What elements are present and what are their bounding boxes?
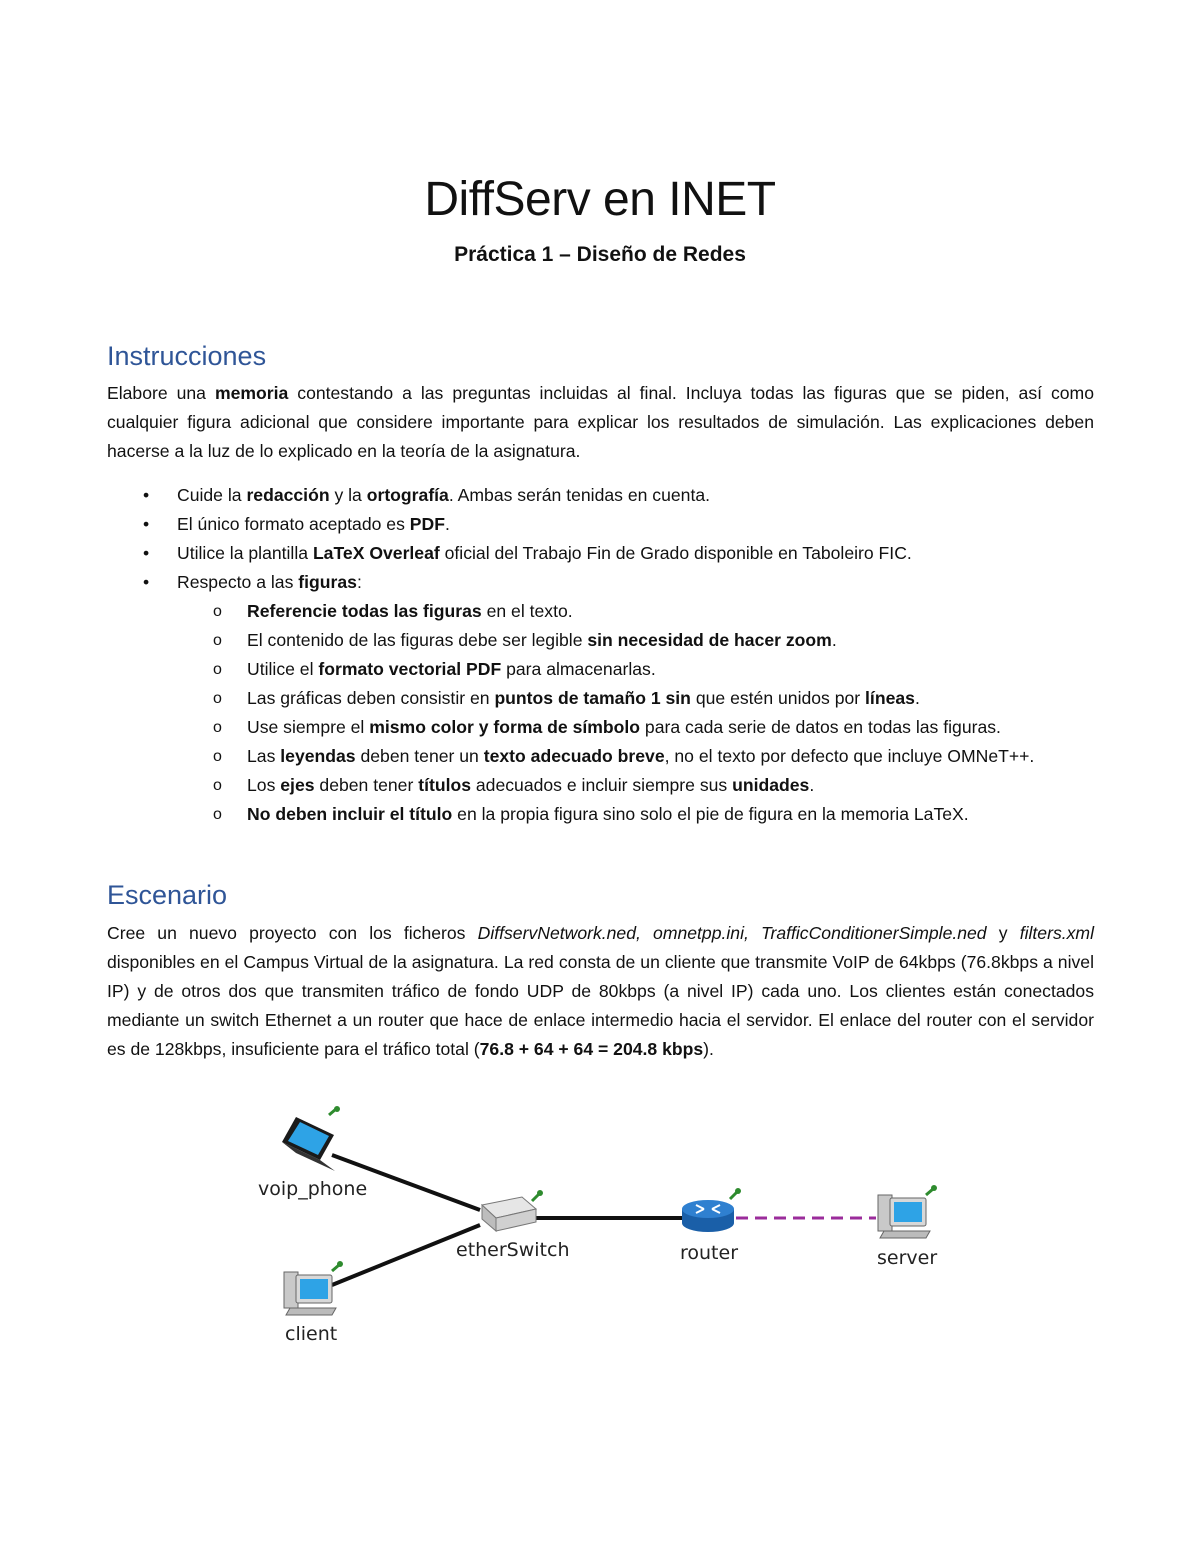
- text-run: deben tener: [314, 775, 419, 795]
- switch-icon: [482, 1190, 543, 1231]
- text-run-bold: LaTeX Overleaf: [312, 543, 440, 563]
- circle-bullet-icon: o: [213, 748, 222, 765]
- node-label-voip-phone: voip_phone: [258, 1178, 368, 1200]
- list-item: [107, 539, 1094, 568]
- text-run-bold: ejes: [280, 775, 315, 795]
- text-run-bold: No deben incluir el título: [247, 804, 453, 824]
- laptop-icon: [282, 1106, 340, 1171]
- text-run: El único formato aceptado es: [177, 514, 410, 534]
- text-run: disponibles en el Campus Virtual de la asignatura. La red consta de un cliente que transmite VoIP de 64kbps (76.8kbps a nivel IP) y de otros dos que transmiten tráfico de fondo UDP de 80kbps (a nivel IP) cada uno. Los clientes están conectados mediante un switch Ethernet a un router que hace de enlace intermedio hacia el servidor. El enlace del router con el servidor es de 128kbps, insuficiente para el tráfico total (: [107, 952, 1094, 1059]
- sub-list-item: [107, 742, 1094, 771]
- document-title: DiffServ en INET: [424, 173, 776, 226]
- text-run: .: [809, 775, 815, 795]
- section-heading-escenario: Escenario: [107, 880, 228, 910]
- circle-bullet-icon: o: [213, 806, 222, 823]
- text-run: . Ambas serán tenidas en cuenta.: [448, 485, 710, 505]
- sub-list-item: [107, 626, 1094, 655]
- section-heading-instrucciones: Instrucciones: [107, 341, 267, 371]
- text-run-bold: formato vectorial PDF: [318, 659, 502, 679]
- list-item: [107, 510, 1094, 539]
- text-run: Utilice la plantilla: [177, 543, 313, 563]
- text-run: contestando a las preguntas incluidas al final. Incluya todas las figuras que se piden, así como cualquier figura adicional que considere importante para explicar los resultados de simulación. Las explicaciones deben hacerse a la luz de lo explicado en la teoría de la asignatura.: [107, 383, 1094, 461]
- text-run: Respecto a las: [177, 572, 299, 592]
- text-run-bold: ortografía: [366, 485, 449, 505]
- text-run: .: [444, 514, 450, 534]
- text-run-bold: redacción: [246, 485, 330, 505]
- text-run: .: [914, 688, 920, 708]
- text-run: Elabore una: [107, 383, 215, 403]
- instrucciones-paragraph: [107, 379, 1094, 466]
- text-run: que estén unidos por: [690, 688, 866, 708]
- sub-list-item: [107, 771, 1094, 800]
- text-run: ).: [703, 1039, 714, 1059]
- text-run-italic: DiffservNetwork.ned, omnetpp.ini, TrafficConditionerSimple.ned: [477, 923, 987, 943]
- node-label-router: router: [680, 1242, 739, 1264]
- text-run: Utilice el: [247, 659, 319, 679]
- text-run-bold: 76.8 + 64 + 64 = 204.8 kbps: [479, 1039, 704, 1059]
- text-run: adecuados e incluir siempre sus: [471, 775, 733, 795]
- network-diagram: [240, 1105, 960, 1355]
- sub-list-item: [107, 800, 1094, 829]
- bullet-icon: •: [143, 543, 150, 563]
- text-run: :: [356, 572, 362, 592]
- text-run: para almacenarlas.: [501, 659, 656, 679]
- node-label-client: client: [285, 1323, 338, 1345]
- text-run-bold: mismo color y forma de símbolo: [369, 717, 641, 737]
- text-run-bold: sin necesidad de hacer zoom: [587, 630, 832, 650]
- document-subtitle: Práctica 1 – Diseño de Redes: [454, 243, 746, 266]
- circle-bullet-icon: o: [213, 632, 222, 649]
- text-run-bold: unidades: [732, 775, 810, 795]
- text-run: y la: [329, 485, 367, 505]
- text-run: , no el texto por defecto que incluye OMNeT++.: [664, 746, 1035, 766]
- circle-bullet-icon: o: [213, 777, 222, 794]
- text-run: y: [986, 923, 1020, 943]
- text-run: para cada serie de datos en todas las figuras.: [640, 717, 1001, 737]
- text-run: deben tener un: [355, 746, 484, 766]
- text-run-italic: filters.xml: [1019, 923, 1094, 943]
- text-run: en el texto.: [481, 601, 573, 621]
- text-run: Las gráficas deben consistir en: [247, 688, 495, 708]
- text-run-bold: PDF: [409, 514, 445, 534]
- text-run: Cree un nuevo proyecto con los ficheros: [107, 923, 478, 943]
- list-item: [107, 568, 1094, 597]
- text-run-bold: puntos de tamaño 1 sin: [494, 688, 691, 708]
- node-label-server: server: [877, 1247, 938, 1269]
- sub-list-item: [107, 713, 1094, 742]
- text-run-bold: leyendas: [280, 746, 356, 766]
- sub-list-item: [107, 655, 1094, 684]
- text-run-bold: texto adecuado breve: [483, 746, 665, 766]
- text-run: .: [831, 630, 837, 650]
- circle-bullet-icon: o: [213, 603, 222, 620]
- list-item: [107, 481, 1094, 510]
- bullet-icon: •: [143, 572, 150, 592]
- text-run: Los: [247, 775, 281, 795]
- text-run-bold: memoria: [214, 383, 289, 403]
- text-run: Use siempre el: [247, 717, 370, 737]
- instructions-list: [107, 481, 1094, 829]
- text-run-bold: líneas: [865, 688, 915, 708]
- bullet-icon: •: [143, 514, 150, 534]
- escenario-paragraph: [107, 919, 1094, 1064]
- server-computer-icon: [878, 1185, 937, 1238]
- text-run: en la propia figura sino solo el pie de figura en la memoria LaTeX.: [452, 804, 969, 824]
- text-run: oficial del Trabajo Fin de Grado disponible en Taboleiro FIC.: [439, 543, 912, 563]
- desktop-computer-icon: [284, 1261, 343, 1315]
- circle-bullet-icon: o: [213, 719, 222, 736]
- circle-bullet-icon: o: [213, 661, 222, 678]
- sub-list-item: [107, 597, 1094, 626]
- bullet-icon: •: [143, 485, 150, 505]
- circle-bullet-icon: o: [213, 690, 222, 707]
- text-run: Las: [247, 746, 281, 766]
- text-run: Cuide la: [177, 485, 247, 505]
- sub-list-item: [107, 684, 1094, 713]
- text-run: El contenido de las figuras debe ser legible: [247, 630, 588, 650]
- node-label-ether-switch: etherSwitch: [456, 1239, 570, 1261]
- text-run-bold: títulos: [418, 775, 471, 795]
- text-run-bold: Referencie todas las figuras: [247, 601, 482, 621]
- text-run-bold: figuras: [298, 572, 357, 592]
- router-icon: [682, 1188, 741, 1232]
